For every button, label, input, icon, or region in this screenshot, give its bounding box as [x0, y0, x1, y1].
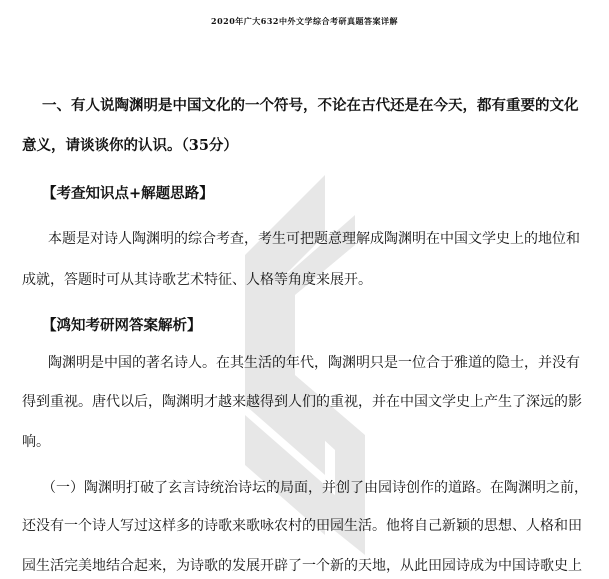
section-heading-knowledge: 【考查知识点+解题思路】 — [42, 185, 214, 202]
paragraph-line: 响。 — [22, 434, 50, 450]
paragraph-line: 成就，答题时可从其诗歌艺术特征、人格等角度来展开。 — [22, 272, 372, 288]
document-title: 2020年广大632中外文学综合考研真题答案详解 — [211, 16, 398, 26]
question-line-1: 一、有人说陶渊明是中国文化的一个符号，不论在古代还是在今天，都有重要的文化 — [42, 97, 579, 114]
paragraph-line: 得到重视。唐代以后，陶渊明才越来越得到人们的重视，并在中国文学史上产生了深远的影 — [22, 394, 582, 410]
paragraph-line: 还没有一个诗人写过这样多的诗歌来歌咏农村的田园生活。他将自己新颖的思想、人格和田 — [22, 518, 582, 534]
section-heading-answer: 【鸿知考研网答案解析】 — [42, 317, 202, 334]
paragraph-line: 园生活完美地结合起来，为诗歌的发展开辟了一个新的天地，从此田园诗成为中国诗歌史上 — [22, 558, 582, 574]
paragraph-line: （一）陶渊明打破了玄言诗统治诗坛的局面，并创了由园诗创作的道路。在陶渊明之前， — [42, 480, 588, 496]
paragraph-line: 陶渊明是中国的著名诗人。在其生活的年代，陶渊明只是一位合于雅道的隐士，并没有 — [48, 355, 580, 371]
question-line-2: 意义，请谈谈你的认识。（35分） — [22, 137, 238, 154]
paragraph-line: 本题是对诗人陶渊明的综合考查，考生可把题意理解成陶渊明在中国文学史上的地位和 — [48, 231, 580, 247]
